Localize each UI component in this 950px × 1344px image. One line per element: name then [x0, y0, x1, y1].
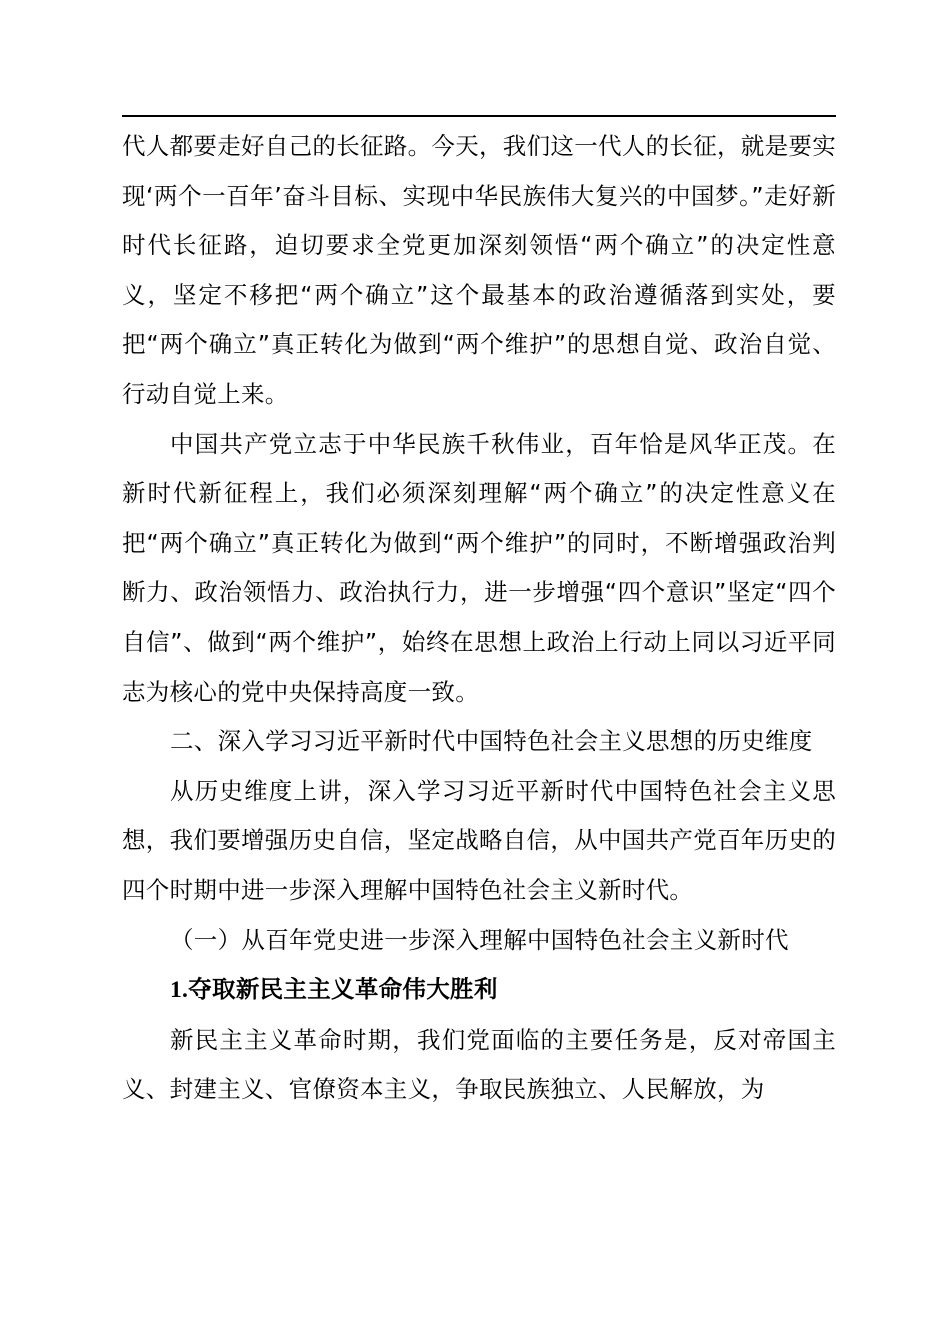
paragraph-historical-dimension: 从历史维度上讲，深入学习习近平新时代中国特色社会主义思想，我们要增强历史自信，坚定战略自信，从中国共产党百年历史的四个时期中进一步深入理解中国特色社会主义新时代。 [122, 776, 836, 904]
sub-heading-number: 1. [170, 977, 189, 1004]
subsection-heading-party-history: （一）从百年党史进一步深入理解中国特色社会主义新时代 [170, 925, 789, 954]
paragraph-continuation: 代人都要走好自己的长征路。今天，我们这一代人的长征，就是要实现‘两个一百年’奋斗目标、实现中华民族伟大复兴的中国梦。”走好新时代长征路，迫切要求全党更加深刻领悟“两个确立”的决定性意义，坚定不移把“两个确立”这个最基本的政治遵循落到实处，要把“两个确立”真正转化为做到“两个维护”的思想自觉、政治自觉、行动自觉上来。 [122, 132, 836, 408]
header-rule [122, 115, 836, 117]
section-heading-historical-dimension: 二、深入学习习近平新时代中国特色社会主义思想的历史维度 [170, 727, 813, 756]
document-body [122, 122, 836, 1115]
sub-heading-text: 夺取新民主主义革命伟大胜利 [188, 975, 498, 1004]
paragraph-new-democratic-revolution: 新民主主义革命时期，我们党面临的主要任务是，反对帝国主义、封建主义、官僚资本主义，争取民族独立、人民解放，为 [122, 1025, 836, 1104]
paragraph-party-aspiration: 中国共产党立志于中华民族千秋伟业，百年恰是风华正茂。在新时代新征程上，我们必须深刻理解“两个确立”的决定性意义在把“两个确立”真正转化为做到“两个维护”的同时，不断增强政治判断力、政治领悟力、政治执行力，进一步增强“四个意识”坚定“四个自信”、做到“两个维护”，始终在思想上政治上行动上同以习近平同志为核心的党中央保持高度一致。 [122, 429, 836, 706]
sub-heading-new-democratic-revolution [122, 965, 836, 1016]
